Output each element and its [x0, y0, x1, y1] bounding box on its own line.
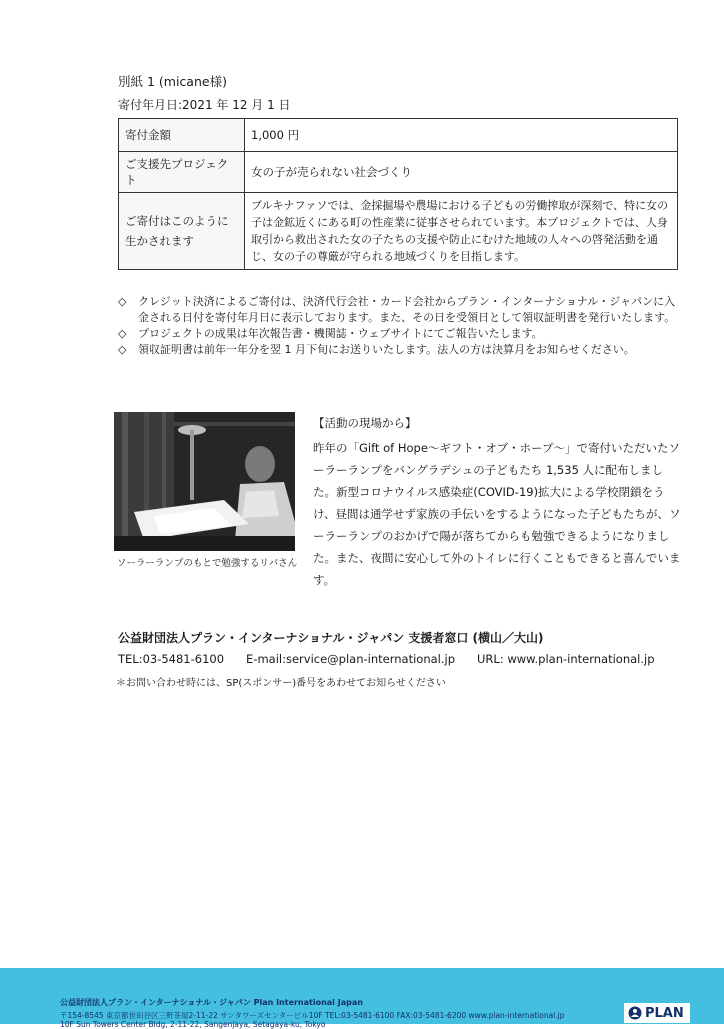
note-text: プロジェクトの成果は年次報告書・機関誌・ウェブサイトにてご報告いたします。: [138, 327, 543, 340]
contact-note: ＊お問い合わせ時には、SP(スポンサー)番号をあわせてお知らせください: [116, 678, 446, 689]
usage-description: ブルキナファソでは、金採掘場や農場における子どもの労働搾取が深刻で、特に女の子は金鉱近くにある町の性産業に従事させられています。本プロジェクトでは、人身取引から救出された女の子たちの支援や防止にむけた地域の人々への啓発活動を通じ、女の子の尊厳が守られる地域づくりを目指します。: [245, 193, 678, 270]
list-item: [118, 326, 678, 342]
table-row: [119, 152, 678, 193]
usage-label-line1: ご寄付はこのように: [125, 214, 229, 228]
table-row: [119, 119, 678, 152]
plan-logo: [624, 1003, 690, 1023]
contact-tel: TEL:03-5481-6100: [118, 652, 225, 666]
note-text: クレジット決済によるご寄付は、決済代行会社・カード会社からプラン・インターナショナル・ジャパンに入金される日付を寄付年月日に表示しております。また、その日を受領日として領収証明書を発行いたします。: [138, 295, 676, 324]
contact-email: E-mail:service@plan-international.jp: [246, 652, 456, 666]
donation-info-table: [118, 118, 678, 270]
diamond-bullet-icon: ◇: [118, 327, 127, 340]
footer-address-jp: 〒154-8545 東京都世田谷区三軒茶屋2-11-22 サンタワーズセンタービル10F TEL:03-5481-6100 FAX:03-5481-6200 www.plan-international.jp: [60, 1011, 565, 1020]
list-item: [118, 342, 678, 358]
contact-url: URL: www.plan-international.jp: [477, 652, 655, 666]
activity-photo: [114, 412, 295, 551]
contact-org: 公益財団法人プラン・インターナショナル・ジャパン 支援者窓口 (横山／大山): [118, 631, 544, 645]
project-value: 女の子が売られない社会づくり: [245, 152, 678, 193]
girl-studying-photo: [114, 412, 295, 551]
note-text: 領収証明書は前年一年分を翌 1 月下旬にお送りいたします。法人の方は決算月をお知らせください。: [138, 343, 635, 356]
plan-globe-icon: [628, 1006, 642, 1020]
usage-label-line2: 生かされます: [125, 234, 194, 248]
footer-address-en: 10F Sun Towers Center Bldg, 2-11-22, Sangenjaya, Setagaya-ku, Tokyo: [60, 1020, 326, 1029]
diamond-bullet-icon: ◇: [118, 295, 127, 308]
usage-label: [119, 193, 245, 270]
contact-details: [118, 652, 655, 666]
footer-org: 公益財団法人プラン・インターナショナル・ジャパン Plan International Japan: [60, 998, 363, 1007]
photo-caption: ソーラーランプのもとで勉強するリバさん: [116, 558, 298, 569]
notes-list: [118, 294, 678, 358]
activity-body: 昨年の「Gift of Hope～ギフト・オブ・ホープ～」で寄付いただいたソーラーランプをバングラデシュの子どもたち 1,535 人に配布しました。新型コロナウイルス感染症(COVID-19)拡大による学校閉鎖をうけ、昼間は通学せず家族の手伝いをするようになった子どもたちが、ソーラーランプのおかげで陽が落ちてからも勉強できるようになりました。また、夜間に安心して外のトイレに行くこともできると喜んでいます。: [313, 441, 681, 587]
amount-label: 寄付金額: [119, 119, 245, 152]
project-label: ご支援先プロジェクト: [119, 152, 245, 193]
amount-value: 1,000 円: [245, 119, 678, 152]
table-row: [119, 193, 678, 270]
donation-date: 寄付年月日:2021 年 12 月 1 日: [118, 98, 291, 112]
plan-logo-text: PLAN: [645, 1005, 684, 1021]
diamond-bullet-icon: ◇: [118, 343, 127, 356]
list-item: [118, 294, 678, 326]
annex-label: 別紙 1 (micane様): [118, 74, 227, 89]
activity-heading: 【活動の現場から】: [313, 416, 417, 430]
